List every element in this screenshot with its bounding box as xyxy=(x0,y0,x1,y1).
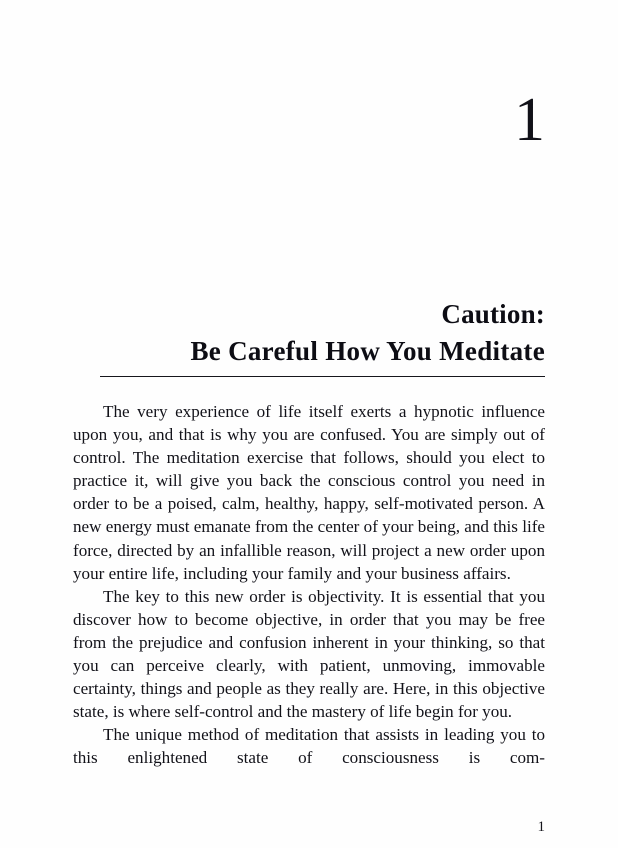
title-divider-rule xyxy=(100,376,545,377)
chapter-title xyxy=(73,296,545,370)
chapter-title-line-1: Caution: xyxy=(441,299,545,329)
body-text xyxy=(73,400,545,793)
body-paragraph: The very experience of life itself exerts a hypnotic influence upon you, and that is why you are confused. You are simply out of control. The meditation exercise that follows, should you elect to practice it, will give you back the conscious control you need in order to be a poised, calm, healthy, happy, self-motivated person. A new energy must emanate from the center of your being, and this life force, directed by an infallible reason, will project a new order upon your entire life, including your family and your business affairs. xyxy=(73,402,545,583)
chapter-number: 1 xyxy=(514,86,545,154)
page-number: 1 xyxy=(537,819,545,835)
chapter-title-line-2: Be Careful How You Meditate xyxy=(190,336,545,366)
body-paragraph: The key to this new order is objectivity. It is essential that you discover how to become objective, in order that you may be free from the prejudice and confusion inherent in your thinking, so that you can perceive clearly, with patient, unmoving, immovable certainty, things and people as they really are. Here, in this objective state, is where self-control and the mastery of life begin for you. xyxy=(73,586,545,722)
body-paragraph: The unique method of meditation that assists in leading you to this enlightened state of consciousness is com- xyxy=(73,725,545,768)
